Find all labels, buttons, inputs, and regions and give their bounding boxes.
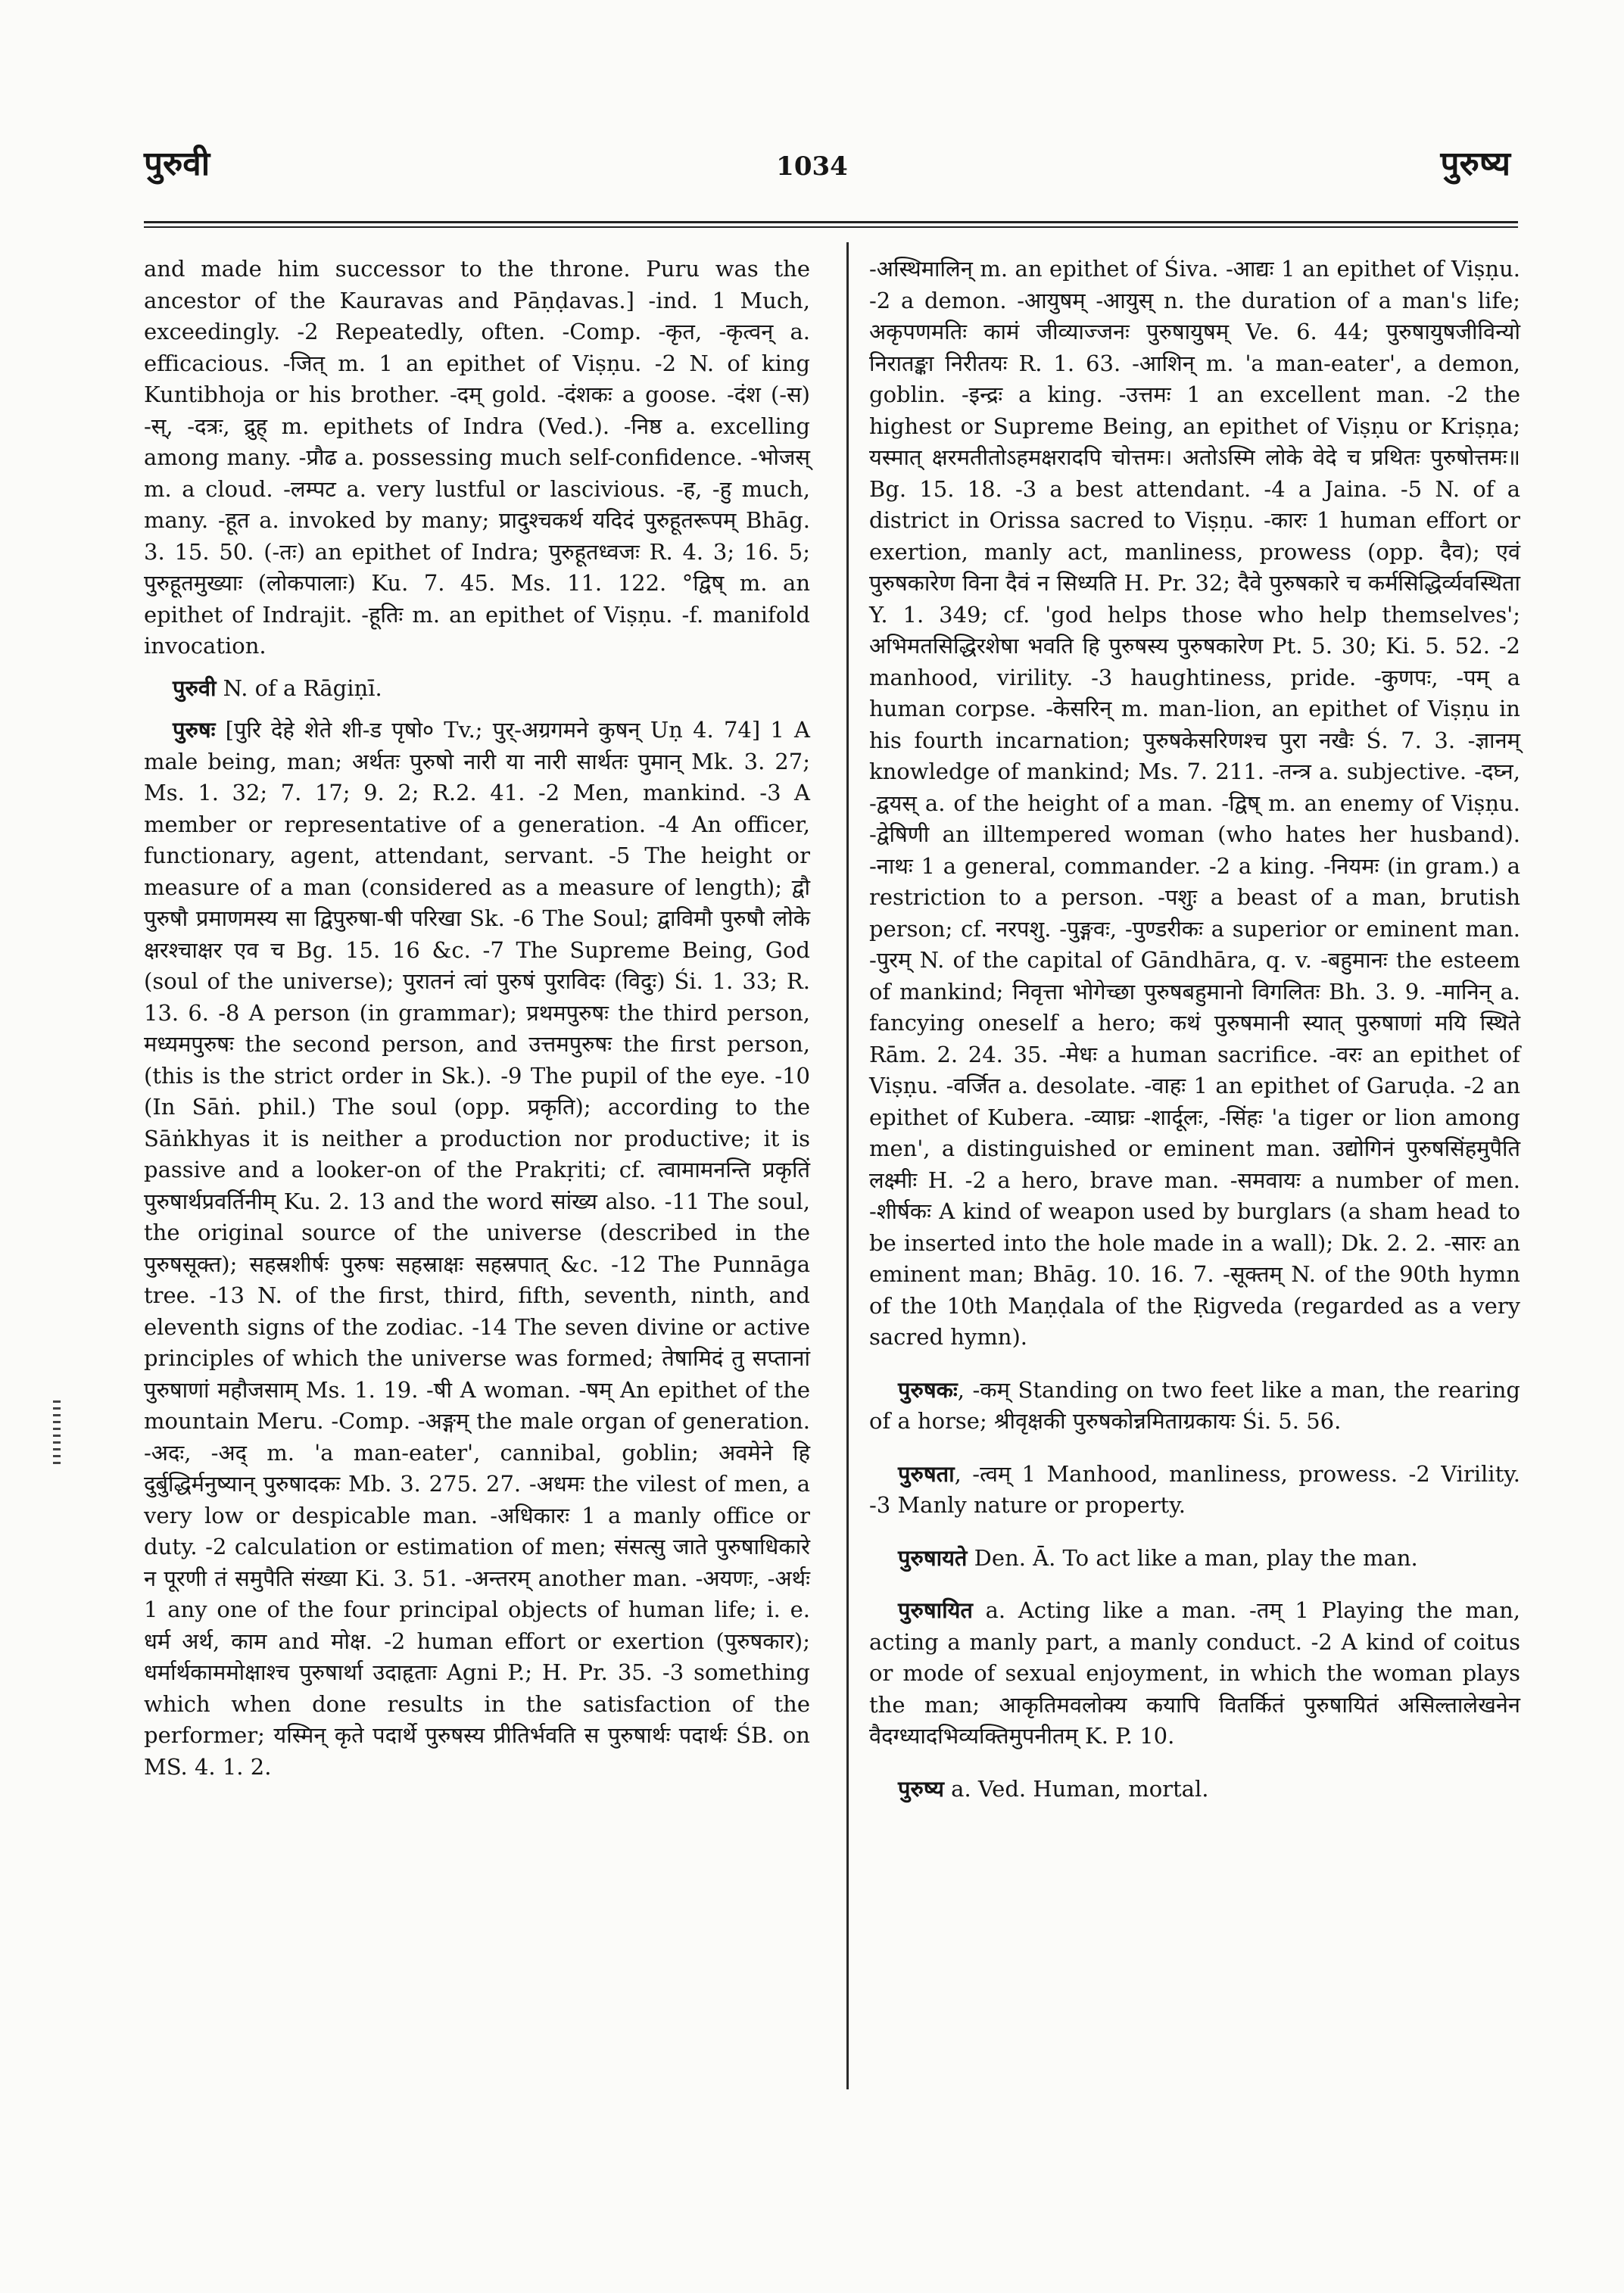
entry-purushata xyxy=(869,1459,1520,1522)
headword: पुरुषायित xyxy=(898,1597,973,1623)
continuation-paragraph: -अस्थिमालिन् m. an epithet of Śiva. -आद्यः 1 an epithet of Viṣṇu. -2 a demon. -आयुषम् -आयुस् n. the duration of a man's life; अकृपणमतिः कामं जीव्याज्जनः पुरुषायुषम् Ve. 6. 44; पुरुषायुषजीविन्यो निरातङ्का निरीतयः R. 1. 63. -आशिन् m. 'a man-eater', a demon, goblin. -इन्द्रः a king. -उत्तमः 1 an excellent man. -2 the highest or Supreme Being, an epithet of Viṣṇu or Kriṣṇa; यस्मात् क्षरमतीतोऽहमक्षरादपि चोत्तमः। अतोऽस्मि लोके वेदे च प्रथितः पुरुषोत्तमः॥ Bg. 15. 18. -3 a best attendant. -4 a Jaina. -5 N. of a district in Orissa sacred to Viṣṇu. -कारः 1 human effort or exertion, manly act, manliness, prowess (opp. दैव); एवं पुरुषकारेण विना दैवं न सिध्यति H. Pr. 32; दैवे पुरुषकारे च कर्मसिद्धिर्व्यवस्थिता Y. 1. 349; cf. 'god helps those who help themselves'; अभिमतसिद्धिरशेषा भवति हि पुरुषस्य पुरुषकारेण Pt. 5. 30; Ki. 5. 52. -2 manhood, virility. -3 haughtiness, pride. -कुणपः, -पम् a human corpse. -केसरिन् m. man-lion, an epithet of Viṣṇu in his fourth incarnation; पुरुषकेसरिणश्च पुरा नखैः Ś. 7. 3. -ज्ञानम् knowledge of mankind; Ms. 7. 211. -तन्त्र a. subjective. -दघ्न, -द्वयस् a. of the height of a man. -द्विष् m. an enemy of Viṣṇu. -द्वेषिणी an illtempered woman (who hates her husband). -नाथः 1 a general, commander. -2 a king. -नियमः (in gram.) a restriction to a person. -पशुः a beast of a man, brutish person; cf. नरपशु. -पुङ्गवः, -पुण्डरीकः a superior or eminent man. -पुरम् N. of the capital of Gāndhāra, q. v. -बहुमानः the esteem of mankind; निवृत्ता भोगेच्छा पुरुषबहुमानो विगलितः Bh. 3. 9. -मानिन् a. fancying oneself a hero; कथं पुरुषमानी स्यात् पुरुषाणां मयि स्थिते Rām. 2. 24. 35. -मेधः a human sacrifice. -वरः an epithet of Viṣṇu. -वर्जित a. desolate. -वाहः 1 an epithet of Garuḍa. -2 an epithet of Kubera. -व्याघ्रः -शार्दूलः, -सिंहः 'a tiger or lion among men', a distinguished or eminent man. उद्योगिनं पुरुषसिंहमुपैति लक्ष्मीः H. -2 a hero, brave man. -समवायः a number of men. -शीर्षकः A kind of weapon used by burglars (a sham head to be inserted into the hole made in a wall); Dk. 2. 2. -सारः an eminent man; Bhāg. 10. 16. 7. -सूक्तम् N. of the 90th hymn of the 10th Maṇḍala of the Ṛigveda (regarded as a very sacred hymn). xyxy=(869,256,1520,1350)
entry-text: a. Ved. Human, mortal. xyxy=(943,1775,1209,1802)
header-rule xyxy=(144,221,1518,223)
entry-purushah xyxy=(144,715,810,1783)
header-left-word: पुरुवी xyxy=(144,145,210,183)
entry-purushakah xyxy=(869,1375,1520,1438)
entry-text: , -त्वम् 1 Manhood, manliness, prowess. -2 Virility. -3 Manly nature or property. xyxy=(869,1460,1520,1518)
entry-text: N. of a Rāgiṇī. xyxy=(216,675,382,701)
headword: पुरुवी xyxy=(173,675,217,701)
entry-purushayate xyxy=(869,1543,1520,1575)
entry-text: Den. Ā. To act like a man, play the man. xyxy=(967,1544,1418,1571)
entry-purushya xyxy=(869,1774,1520,1805)
header-rule-thin xyxy=(144,226,1518,228)
headword: पुरुष्य xyxy=(898,1775,944,1802)
entry-puruvi xyxy=(144,673,810,705)
right-column xyxy=(869,254,1520,1805)
page-number: 1034 xyxy=(776,151,848,182)
headword: पुरुषायते xyxy=(898,1544,968,1571)
entry-text: a. Acting like a man. -तम् 1 Playing the man, acting a manly part, a manly conduct. -2 A kind of coitus or mode of sexual enjoyment, in which the woman plays the man; आकृतिमवलोक्य कयापि वितर्कितं पुरुषायितं असिल्तालेखनेन वैदग्ध्यादभिव्यक्तिमुपनीतम् K. P. 10. xyxy=(869,1597,1520,1749)
margin-dots xyxy=(53,1400,61,1465)
headword: पुरुषः xyxy=(173,717,216,743)
left-column xyxy=(144,254,810,1783)
header-right-word: पुरुष्य xyxy=(1440,145,1510,183)
entry-text: [पुरि देहे शेते शी-ड पृषो० Tv.; पुर्-अग्रगमने कुषन् Uṇ 4. 74] 1 A male being, man; अर्थतः पुरुषो नारी या नारी सार्थतः पुमान् Mk. 3. 27; Ms. 1. 32; 7. 17; 9. 2; R.2. 41. -2 Men, mankind. -3 A member or representative of a generation. -4 An officer, functionary, agent, attendant, servant. -5 The height or measure of a man (considered as a measure of length); द्वौ पुरुषौ प्रमाणमस्य सा द्विपुरुषा-षी परिखा Sk. -6 The Soul; द्वाविमौ पुरुषौ लोके क्षरश्चाक्षर एव च Bg. 15. 16 &c. -7 The Supreme Being, God (soul of the universe); पुरातनं त्वां पुरुषं पुराविदः (विदुः) Śi. 1. 33; R. 13. 6. -8 A person (in grammar); प्रथमपुरुषः the third person, मध्यमपुरुषः the second person, and उत्तमपुरुषः the first person, (this is the strict order in Sk.). -9 The pupil of the eye. -10 (In Sāṅ. phil.) The soul (opp. प्रकृति); according to the Sāṅkhyas it is neither a production nor productive; it is passive and a looker-on of the Prakṛiti; cf. त्वामामनन्ति प्रकृतिं पुरुषार्थप्रवर्तिनीम् Ku. 2. 13 and the word सांख्य also. -11 The soul, the original source of the universe (described in the पुरुषसूक्त); सहस्रशीर्षः पुरुषः सहस्राक्षः सहस्रपात् &c. -12 The Punnāga tree. -13 N. of the first, third, fifth, seventh, ninth, and eleventh signs of the zodiac. -14 The seven divine or active principles of which the universe was formed; तेषामिदं तु सप्तानां पुरुषाणां महौजसाम् Ms. 1. 19. -षी A woman. -षम् An epithet of the mountain Meru. -Comp. -अङ्गम् the male organ of generation. -अदः, -अद् m. 'a man-eater', cannibal, goblin; अवमेने हि दुर्बुद्धिर्मनुष्यान् पुरुषादकः Mb. 3. 275. 27. -अधमः the vilest of men, a very low or despicable man. -अधिकारः 1 a manly office or duty. -2 calculation or estimation of men; संसत्सु जाते पुरुषाधिकारे न पूरणी तं समुपैति संख्या Ki. 3. 51. -अन्तरम् another man. -अयणः, -अर्थः 1 any one of the four principal objects of human life; i. e. धर्म अर्थ, काम and मोक्ष. -2 human effort or exertion (पुरुषकार); धर्मार्थकाममोक्षाश्च पुरुषार्था उदाहृताः Agni P.; H. Pr. 35. -3 something which when done results in the satisfaction of the performer; यस्मिन् कृते पदार्थे पुरुषस्य प्रीतिर्भवति स पुरुषार्थः पदार्थः ŚB. on MS. 4. 1. 2. xyxy=(144,717,810,1780)
continuation-paragraph: and made him successor to the throne. Puru was the ancestor of the Kauravas and Pāṇḍavas.] -ind. 1 Much, exceedingly. -2 Repeatedly, often. -Comp. -कृत, -कृत्वन् a. efficacious. -जित् m. 1 an epithet of Viṣṇu. -2 N. of king Kuntibhoja or his brother. -दम् gold. -दंशकः a goose. -दंश (-स) -स्, -दत्रः, द्रुह् m. epithets of Indra (Ved.). -निष्ठ a. excelling among many. -प्रौढ a. possessing much self-confidence. -भोजस् m. a cloud. -लम्पट a. very lustful or lascivious. -ह, -हु much, many. -हूत a. invoked by many; प्रादुश्चकर्थ यदिदं पुरुहूतरूपम् Bhāg. 3. 15. 50. (-तः) an epithet of Indra; पुरुहूतध्वजः R. 4. 3; 16. 5; पुरुहूतमुख्याः (लोकपालाः) Ku. 7. 45. Ms. 11. 122. °द्विष् m. an epithet of Indrajit. -हूतिः m. an epithet of Viṣṇu. -f. manifold invocation. xyxy=(144,256,810,659)
headword: पुरुषकः xyxy=(898,1376,958,1403)
headword: पुरुषता xyxy=(898,1460,955,1487)
entry-purushayita xyxy=(869,1595,1520,1752)
entry-text: , -कम् Standing on two feet like a man, the rearing of a horse; श्रीवृक्षकी पुरुषकोन्नमिताग्रकायः Śi. 5. 56. xyxy=(869,1376,1520,1434)
column-divider xyxy=(846,242,849,2089)
